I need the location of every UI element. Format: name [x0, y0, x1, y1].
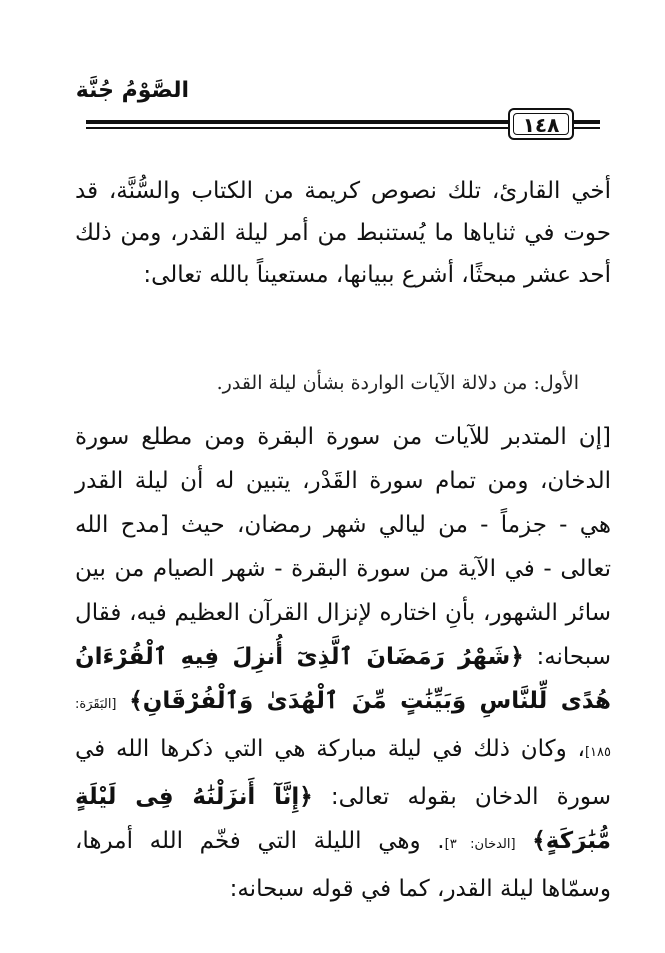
page-number-frame: [508, 108, 574, 140]
main-paragraph: [75, 415, 611, 911]
page-number: ١٤٨: [522, 113, 560, 137]
section-heading: الأول: من دلالة الآيات الواردة بشأن ليلة القدر.: [216, 372, 579, 394]
paragraph-text-part-2: ، وكان ذلك في ليلة مباركة هي التي ذكرها الله في سورة الدخان بقوله تعالى:: [75, 736, 611, 810]
intro-paragraph: أخي القارئ، تلك نصوص كريمة من الكتاب والسُّنَّة، قد حوت في ثناياها ما يُستنبط من أمر ليلة القدر، ومن ذلك أحد عشر مبحثًا، أشرع ببيانها، مستعيناً بالله تعالى:: [75, 178, 611, 288]
running-title: الصَّوْمُ جُنَّة: [75, 78, 189, 103]
paragraph-text-part-3: . وهي الليلة التي فخّم الله أمرها، وسمّاها ليلة القدر، كما في قوله سبحانه:: [75, 828, 611, 902]
verse-reference-1: [البَقَرَة: ١٨٥]: [75, 697, 611, 760]
quran-verse-2: ﴿إِنَّآ أَنزَلْنَٰهُ فِى لَيْلَةٍ مُّبَٰرَكَةٍ﴾: [75, 784, 612, 854]
verse-reference-2: [الدخان: ٣]: [444, 837, 516, 852]
quran-verse-1: ﴿شَهْرُ رَمَضَانَ ٱلَّذِىٓ أُنزِلَ فِيهِ ٱلْقُرْءَانُ هُدًى لِّلنَّاسِ وَبَيِّنَٰتٍ مِّنَ ٱلْهُدَىٰ وَٱلْفُرْقَانِ﴾: [75, 644, 612, 714]
paragraph-text-part-1: [إن المتدبر للآيات من سورة البقرة ومن مطلع سورة الدخان، ومن تمام سورة القَدْر، يتبين له أن ليلة القدر هي - جزماً - من ليالي شهر رمضان، حيث [مدح الله تعالى - في الآية من سورة البقرة - شهر الصيام من بين سائر الشهور، بأنِ اختاره لإنزال القرآن العظيم فيه، فقال سبحانه:: [75, 424, 611, 670]
